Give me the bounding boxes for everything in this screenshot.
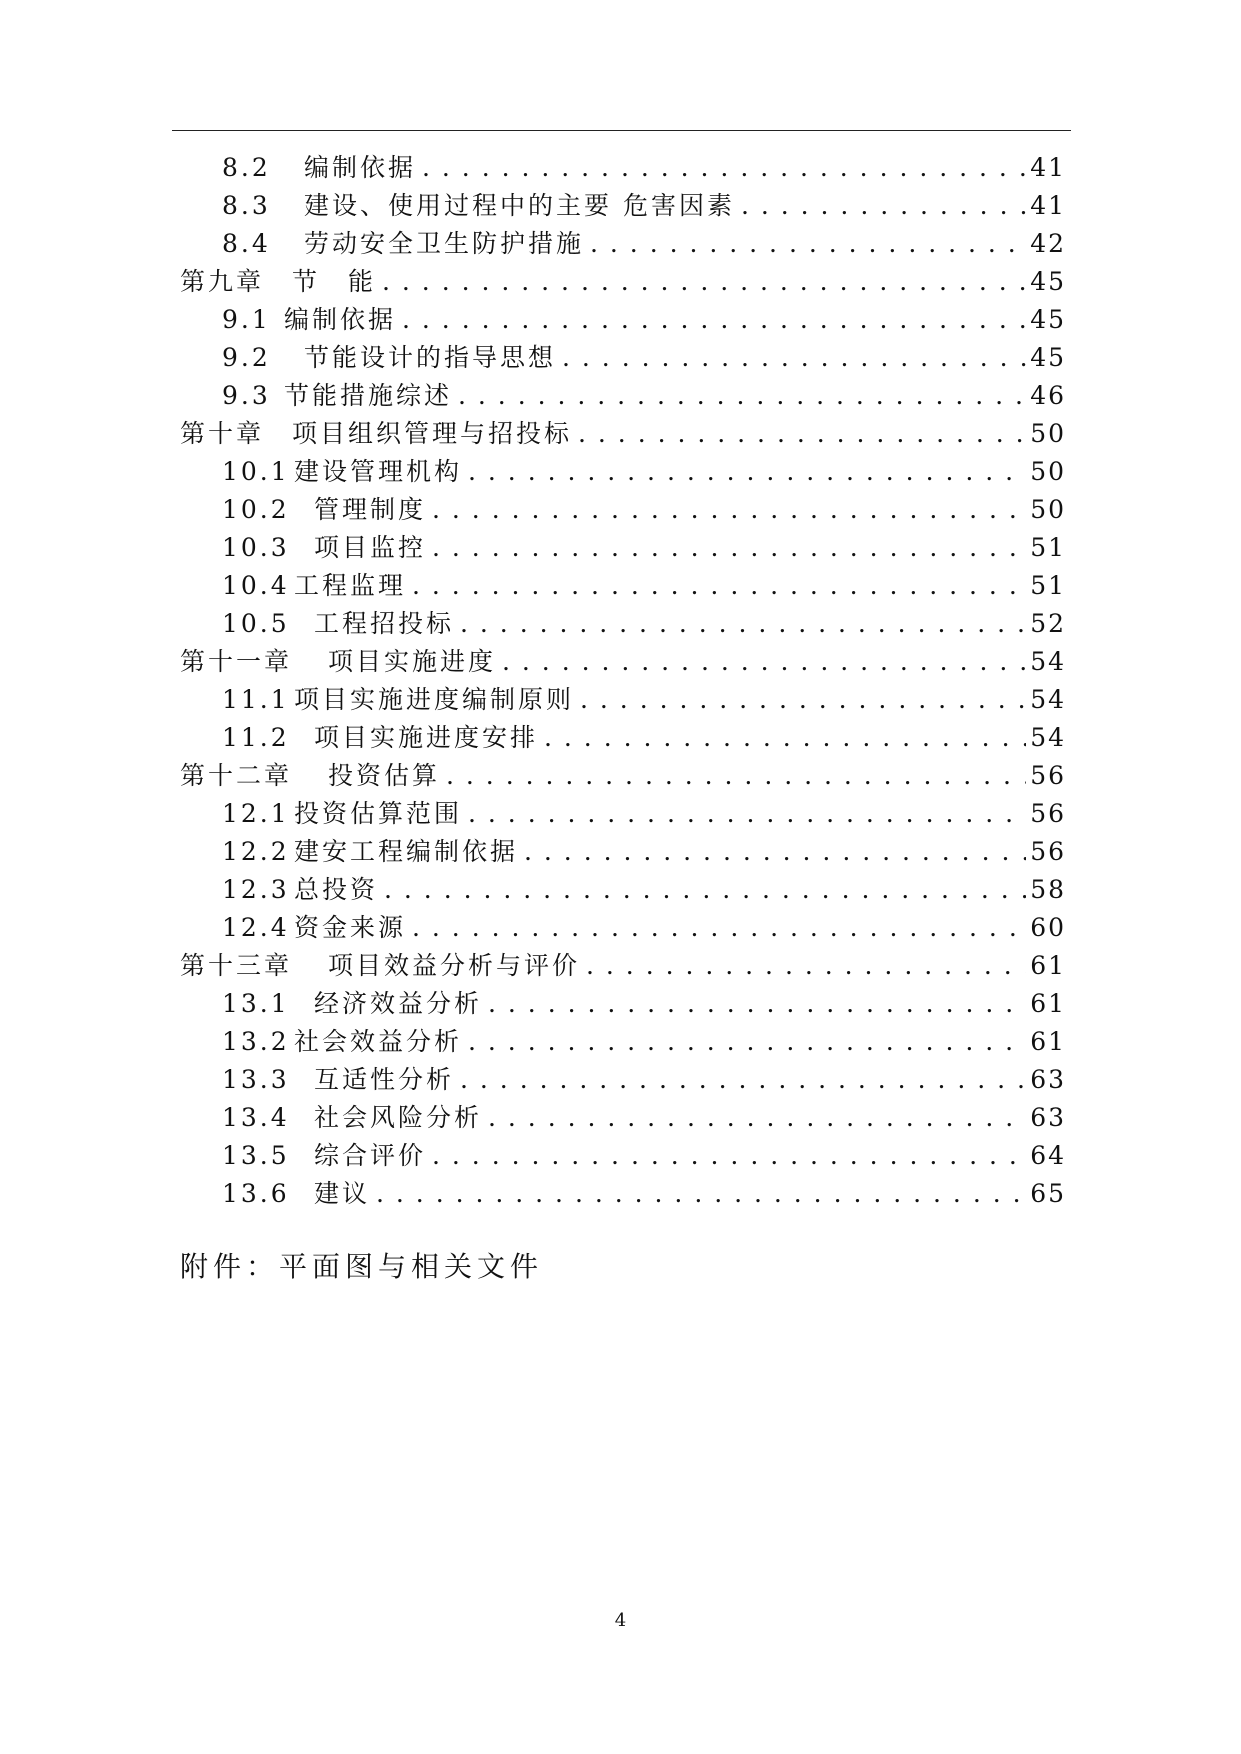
toc-page-number: 64 (1030, 1141, 1066, 1170)
toc-title: 项目实施进度安排 (314, 723, 539, 752)
toc-leader (468, 453, 1026, 491)
toc-leader (384, 871, 1026, 909)
toc-title: 建议 (314, 1179, 371, 1208)
toc-entry-12-4[interactable] (180, 909, 1066, 947)
toc-title: 节能设计的指导思想 (304, 343, 557, 372)
toc-leader (458, 377, 1026, 415)
toc-leader (460, 1061, 1026, 1099)
toc-number: 第十章 (180, 419, 265, 448)
toc-number: 第十一章 (180, 647, 293, 676)
toc-page-number: 45 (1030, 343, 1066, 372)
toc-leader (562, 339, 1026, 377)
toc-page-number: 41 (1030, 153, 1066, 182)
toc-page-number: 45 (1030, 305, 1066, 334)
toc-page-number: 51 (1030, 533, 1066, 562)
toc-title: 建设、使用过程中的主要 危害因素 (304, 191, 735, 220)
toc-title: 互适性分析 (314, 1065, 455, 1094)
toc-page-number: 61 (1030, 989, 1066, 1018)
toc-title: 项目实施进度编制原则 (294, 685, 575, 714)
toc-page-number: 56 (1030, 799, 1066, 828)
toc-leader (590, 225, 1026, 263)
toc-number: 12.2 (222, 837, 290, 866)
toc-page-number: 50 (1030, 457, 1066, 486)
toc-title: 建设管理机构 (294, 457, 463, 486)
toc-title: 社会风险分析 (314, 1103, 483, 1132)
toc-number: 10.4 (222, 571, 290, 600)
toc-leader (432, 1137, 1026, 1175)
toc-page-number: 54 (1030, 723, 1066, 752)
toc-title: 管理制度 (314, 495, 427, 524)
page-number: 4 (614, 1610, 627, 1631)
toc-number: 10.3 (222, 533, 290, 562)
toc-entry-10-4[interactable] (180, 567, 1066, 605)
toc-entry-10-5[interactable] (180, 605, 1066, 643)
toc-entry-chapter-12[interactable] (180, 757, 1066, 795)
toc-page-number: 51 (1030, 571, 1066, 600)
toc-page-number: 42 (1030, 229, 1066, 258)
toc-entry-9-3[interactable] (180, 377, 1066, 415)
toc-number: 10.5 (222, 609, 290, 638)
toc-number: 9.1 (222, 305, 271, 334)
toc-entry-9-2[interactable] (180, 339, 1066, 377)
toc-entry-chapter-11[interactable] (180, 643, 1066, 681)
toc-title: 节 能 (292, 267, 377, 296)
toc-entry-13-1[interactable] (180, 985, 1066, 1023)
toc-leader (524, 833, 1026, 871)
toc-entry-12-3[interactable] (180, 871, 1066, 909)
toc-leader (376, 1175, 1026, 1213)
toc-entry-13-4[interactable] (180, 1099, 1066, 1137)
appendix-note: 附件：平面图与相关文件 (180, 1250, 544, 1283)
toc-page-number: 50 (1030, 419, 1066, 448)
toc-number: 第十二章 (180, 761, 293, 790)
toc-page-number: 61 (1030, 1027, 1066, 1056)
toc-page-number: 50 (1030, 495, 1066, 524)
toc-entry-10-1[interactable] (180, 453, 1066, 491)
toc-number: 13.1 (222, 989, 290, 1018)
toc-page-number: 54 (1030, 685, 1066, 714)
toc-title: 投资估算 (328, 761, 441, 790)
toc-leader (580, 681, 1026, 719)
toc-entry-chapter-9[interactable] (180, 263, 1066, 301)
toc-entry-chapter-13[interactable] (180, 947, 1066, 985)
toc-number: 12.3 (222, 875, 290, 904)
toc-number: 13.5 (222, 1141, 290, 1170)
toc-number: 第九章 (180, 267, 265, 296)
toc-page-number: 60 (1030, 913, 1066, 942)
toc-entry-11-2[interactable] (180, 719, 1066, 757)
toc-title: 资金来源 (294, 913, 407, 942)
toc-entry-8-3[interactable] (180, 187, 1066, 225)
toc-number: 8.4 (222, 229, 271, 258)
toc-number: 10.1 (222, 457, 290, 486)
toc-leader (460, 605, 1026, 643)
toc-leader (432, 491, 1026, 529)
toc-number: 13.2 (222, 1027, 290, 1056)
toc-leader (382, 263, 1026, 301)
toc-leader (586, 947, 1026, 985)
toc-title: 编制依据 (284, 305, 397, 334)
toc-page-number: 63 (1030, 1103, 1066, 1132)
toc-leader (402, 301, 1026, 339)
header-rule (172, 130, 1071, 131)
toc-number: 12.1 (222, 799, 290, 828)
toc-number: 11.2 (222, 723, 290, 752)
toc-page-number: 41 (1030, 191, 1066, 220)
toc-title: 社会效益分析 (294, 1027, 463, 1056)
toc-leader (412, 567, 1026, 605)
toc-title: 项目实施进度 (328, 647, 497, 676)
toc-page-number: 65 (1030, 1179, 1066, 1208)
toc-title: 工程监理 (294, 571, 407, 600)
toc-leader (488, 985, 1026, 1023)
toc-title: 综合评价 (314, 1141, 427, 1170)
toc-page-number: 56 (1030, 761, 1066, 790)
toc-entry-chapter-10[interactable] (180, 415, 1066, 453)
toc-leader (468, 1023, 1026, 1061)
toc-leader (432, 529, 1026, 567)
toc-number: 8.3 (222, 191, 271, 220)
toc-entry-9-1[interactable] (180, 301, 1066, 339)
toc-page-number: 52 (1030, 609, 1066, 638)
toc-page-number: 58 (1030, 875, 1066, 904)
toc-leader (488, 1099, 1026, 1137)
toc-number: 第十三章 (180, 951, 293, 980)
toc-entry-8-4[interactable] (180, 225, 1066, 263)
toc-page-number: 46 (1030, 381, 1066, 410)
toc-title: 项目监控 (314, 533, 427, 562)
toc-leader (578, 415, 1026, 453)
toc-page-number: 61 (1030, 951, 1066, 980)
toc-number: 9.2 (222, 343, 271, 372)
toc-page-number: 63 (1030, 1065, 1066, 1094)
toc-entry-10-3[interactable] (180, 529, 1066, 567)
toc-entry-13-5[interactable] (180, 1137, 1066, 1175)
toc-page-number: 54 (1030, 647, 1066, 676)
toc-leader (544, 719, 1026, 757)
toc-entry-13-2[interactable] (180, 1023, 1066, 1061)
toc-entry-12-1[interactable] (180, 795, 1066, 833)
toc-number: 8.2 (222, 153, 271, 182)
toc-number: 13.3 (222, 1065, 290, 1094)
toc-title: 工程招投标 (314, 609, 455, 638)
toc-leader (741, 187, 1026, 225)
toc-title: 节能措施综述 (284, 381, 453, 410)
toc-leader (446, 757, 1026, 795)
toc-page-number: 45 (1030, 267, 1066, 296)
table-of-contents (180, 149, 1066, 1213)
toc-entry-13-6[interactable] (180, 1175, 1066, 1213)
toc-number: 9.3 (222, 381, 271, 410)
toc-title: 项目组织管理与招投标 (292, 419, 573, 448)
toc-entry-10-2[interactable] (180, 491, 1066, 529)
toc-leader (412, 909, 1026, 947)
toc-entry-12-2[interactable] (180, 833, 1066, 871)
toc-number: 13.4 (222, 1103, 290, 1132)
toc-entry-11-1[interactable] (180, 681, 1066, 719)
toc-title: 项目效益分析与评价 (328, 951, 581, 980)
toc-entry-8-2[interactable] (180, 149, 1066, 187)
toc-title: 投资估算范围 (294, 799, 463, 828)
toc-title: 编制依据 (304, 153, 417, 182)
toc-leader (468, 795, 1026, 833)
toc-title: 总投资 (294, 875, 379, 904)
toc-number: 10.2 (222, 495, 290, 524)
toc-number: 11.1 (222, 685, 290, 714)
toc-page-number: 56 (1030, 837, 1066, 866)
toc-leader (502, 643, 1026, 681)
toc-entry-13-3[interactable] (180, 1061, 1066, 1099)
toc-number: 12.4 (222, 913, 290, 942)
toc-title: 建安工程编制依据 (294, 837, 519, 866)
toc-number: 13.6 (222, 1179, 290, 1208)
toc-leader (422, 149, 1026, 187)
toc-title: 劳动安全卫生防护措施 (304, 229, 585, 258)
toc-title: 经济效益分析 (314, 989, 483, 1018)
